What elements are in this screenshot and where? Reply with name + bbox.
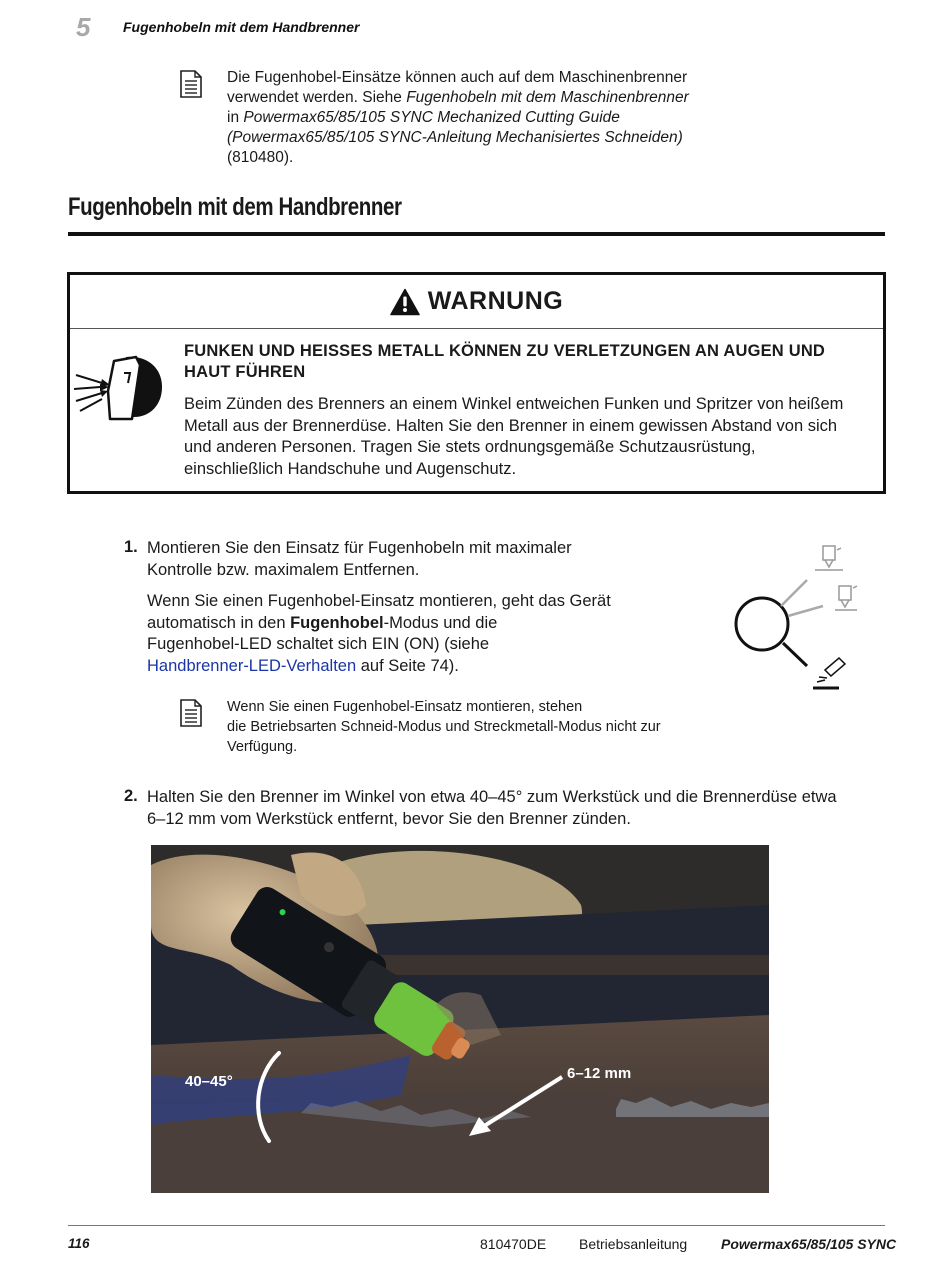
distance-label: 6–12 mm bbox=[567, 1065, 632, 1082]
step-text-span: auf Seite 74). bbox=[356, 656, 459, 675]
warning-header bbox=[70, 275, 883, 329]
led-behavior-link[interactable]: Handbrenner-LED-Verhalten bbox=[147, 656, 357, 675]
gouging-consumable-diagram bbox=[725, 540, 865, 700]
product-name: Powermax65/85/105 SYNC bbox=[721, 1236, 897, 1252]
warning-box bbox=[67, 272, 886, 494]
gouging-torch-photo bbox=[151, 845, 769, 1193]
document-number: 810470DE bbox=[480, 1236, 547, 1252]
warning-body-line: Metall aus der Brennerdüse. Halten Sie den Brenner in einem gewissen Abstand von sich bbox=[184, 416, 838, 435]
step-text-span: automatisch in den bbox=[147, 613, 291, 632]
step-1-paragraph bbox=[147, 591, 707, 677]
note-line: die Betriebsarten Schneid-Modus und Streckmetall-Modus nicht zur bbox=[227, 719, 661, 735]
chapter-number: 5 bbox=[76, 12, 91, 42]
photo-illustration bbox=[151, 845, 769, 1193]
note-icon bbox=[180, 699, 202, 727]
step-line: Fugenhobel-LED schaltet sich EIN (ON) (siehe bbox=[147, 635, 490, 653]
step-line bbox=[147, 613, 707, 635]
note-icon bbox=[180, 70, 202, 98]
warning-title: WARNUNG bbox=[427, 287, 564, 315]
section-title: Fugenhobeln mit dem Handbrenner bbox=[68, 193, 402, 221]
note-line: (810480). bbox=[227, 149, 294, 166]
note-line: Verfügung. bbox=[227, 739, 298, 755]
warning-body-line: Beim Zünden des Brenners an einem Winkel entweichen Funken und Spritzer von heißem bbox=[184, 395, 844, 413]
warning-triangle-icon bbox=[390, 288, 420, 316]
page-number: 116 bbox=[68, 1236, 90, 1251]
note-block-modes bbox=[180, 697, 740, 761]
step-line: Montieren Sie den Einsatz für Fugenhobeln mit maximaler bbox=[147, 539, 572, 557]
running-header-title: Fugenhobeln mit dem Handbrenner bbox=[123, 19, 360, 35]
warning-body-line: und anderen Personen. Tragen Sie stets ordnungsgemäße Schutzausrüstung, bbox=[184, 438, 756, 456]
face-shield-sparks-icon bbox=[74, 353, 166, 425]
step-line: Wenn Sie einen Fugenhobel-Einsatz montieren, geht das Gerät bbox=[147, 592, 611, 610]
note-reference-guide: Powermax65/85/105 SYNC Mechanized Cutting Guide bbox=[243, 109, 620, 126]
step-line: 6–12 mm vom Werkstück entfernt, bevor Sie den Brenner zünden. bbox=[147, 809, 631, 828]
note-line bbox=[227, 88, 689, 108]
step-line: Kontrolle bzw. maximalem Entfernen. bbox=[147, 560, 420, 579]
step-number: 2. bbox=[124, 787, 138, 805]
step-1-text bbox=[147, 538, 707, 581]
warning-body-line: einschließlich Handschuhe und Augenschutz. bbox=[184, 459, 517, 478]
footer-rule bbox=[68, 1225, 885, 1226]
note-line: Die Fugenhobel-Einsätze können auch auf dem Maschinenbrenner bbox=[227, 69, 688, 86]
note-text bbox=[227, 697, 661, 757]
warning-subtitle bbox=[184, 341, 884, 383]
torch-gouging-icon bbox=[813, 658, 845, 688]
torch-vertical-icon bbox=[815, 546, 843, 570]
angle-label: 40–45° bbox=[185, 1073, 233, 1090]
warning-subtitle-line: HAUT FÜHREN bbox=[184, 363, 306, 381]
note-line bbox=[227, 108, 689, 128]
step-line: Halten Sie den Brenner im Winkel von etwa 40–45° zum Werkstück und die Brennerdüse etwa bbox=[147, 788, 837, 806]
step-text-span: -Modus und die bbox=[383, 613, 498, 632]
note-line: Wenn Sie einen Fugenhobel-Einsatz montieren, stehen bbox=[227, 699, 583, 715]
document-type: Betriebsanleitung bbox=[579, 1236, 688, 1252]
note-text-span: in bbox=[227, 109, 244, 126]
mode-name-bold: Fugenhobel bbox=[290, 613, 384, 632]
note-reference-title: Fugenhobeln mit dem Maschinenbrenner bbox=[406, 89, 689, 106]
note-line bbox=[227, 128, 689, 148]
note-reference-translation: (Powermax65/85/105 SYNC-Anleitung Mechanisiertes Schneiden) bbox=[227, 129, 683, 146]
step-line bbox=[147, 656, 707, 678]
note-text-span: verwendet werden. Siehe bbox=[227, 89, 407, 106]
warning-body bbox=[184, 394, 884, 480]
torch-angled-icon bbox=[835, 586, 857, 610]
step-2-text bbox=[147, 787, 887, 830]
step-number: 1. bbox=[124, 538, 138, 556]
warning-subtitle-line: FUNKEN UND HEISSES METALL KÖNNEN ZU VERLETZUNGEN AN AUGEN UND bbox=[184, 342, 826, 360]
note-block-mechanized bbox=[180, 68, 740, 168]
section-rule bbox=[68, 232, 885, 236]
note-text bbox=[227, 68, 689, 168]
